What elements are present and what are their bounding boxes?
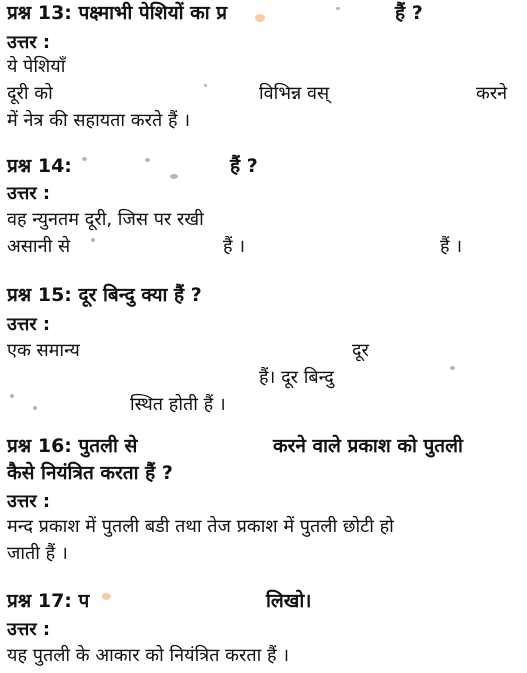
answer-13-line-2c: करने xyxy=(476,83,508,104)
answer-15-line-3: स्थित होती हैं । xyxy=(130,394,226,415)
answer-13-line-2a: दूरी को xyxy=(7,83,53,104)
question-17-end: लिखो। xyxy=(266,590,312,612)
answer-15-line-1b: दूर xyxy=(352,340,369,361)
answer-14-line-1: वह न्युनतम दूरी, जिस पर रखी xyxy=(7,209,204,230)
answer-13-line-1: ये पेशियाँ xyxy=(7,56,66,77)
question-16: प्रश्न 16: पुतली से xyxy=(7,435,138,457)
answer-13-line-3: में नेत्र की सहायता करते हैं । xyxy=(7,110,191,131)
question-17: प्रश्न 17: प xyxy=(7,590,90,612)
answer-16-line-2: जाती हैं । xyxy=(7,543,68,564)
question-13-text: प्रश्न 13: पक्ष्माभी पेशियों का प्र xyxy=(7,2,228,24)
question-13 xyxy=(7,2,227,24)
smudge-mark xyxy=(170,174,178,179)
answer-17-label: उत्तर : xyxy=(7,619,51,640)
smudge-mark xyxy=(102,593,111,600)
answer-16-line-1: मन्द प्रकाश में पुतली बडी तथा तेज प्रकाश में पुतली छोटी हो xyxy=(7,516,394,537)
question-15: प्रश्न 15: दूर बिन्दु क्या हैं ? xyxy=(7,284,202,306)
question-16-mid: करने वाले प्रकाश को पुतली xyxy=(273,435,463,457)
answer-13-line-2b: विभिन्न वस् xyxy=(259,83,330,104)
question-16-line-2: कैसे नियंत्रित करता हैं ? xyxy=(7,462,173,484)
smudge-mark xyxy=(336,7,340,10)
answer-14-label: उत्तर : xyxy=(7,183,51,204)
question-13-end: हैं ? xyxy=(395,2,423,24)
answer-16-label: उत्तर : xyxy=(7,491,51,512)
question-14-end: हैं ? xyxy=(230,155,258,177)
answer-14-line-2b: हैं । xyxy=(223,236,246,257)
smudge-mark xyxy=(204,84,207,87)
smudge-mark xyxy=(91,238,95,242)
smudge-mark xyxy=(10,394,14,398)
smudge-mark xyxy=(145,158,150,162)
answer-14-line-2a: असानी से xyxy=(7,236,71,257)
answer-17-line-1: यह पुतली के आकार को नियंत्रित करता हैं । xyxy=(7,645,290,666)
smudge-mark xyxy=(255,14,265,22)
answer-14-line-2c: हैं । xyxy=(440,236,463,257)
smudge-mark xyxy=(450,366,455,370)
answer-15-line-2: हैं। दूर बिन्दु xyxy=(259,367,334,388)
smudge-mark xyxy=(33,406,37,410)
question-14: प्रश्न 14: xyxy=(7,155,72,177)
answer-15-label: उत्तर : xyxy=(7,314,51,335)
smudge-mark xyxy=(82,157,87,161)
answer-13-label: उत्तर : xyxy=(7,32,51,53)
answer-15-line-1a: एक समान्य xyxy=(7,340,80,361)
